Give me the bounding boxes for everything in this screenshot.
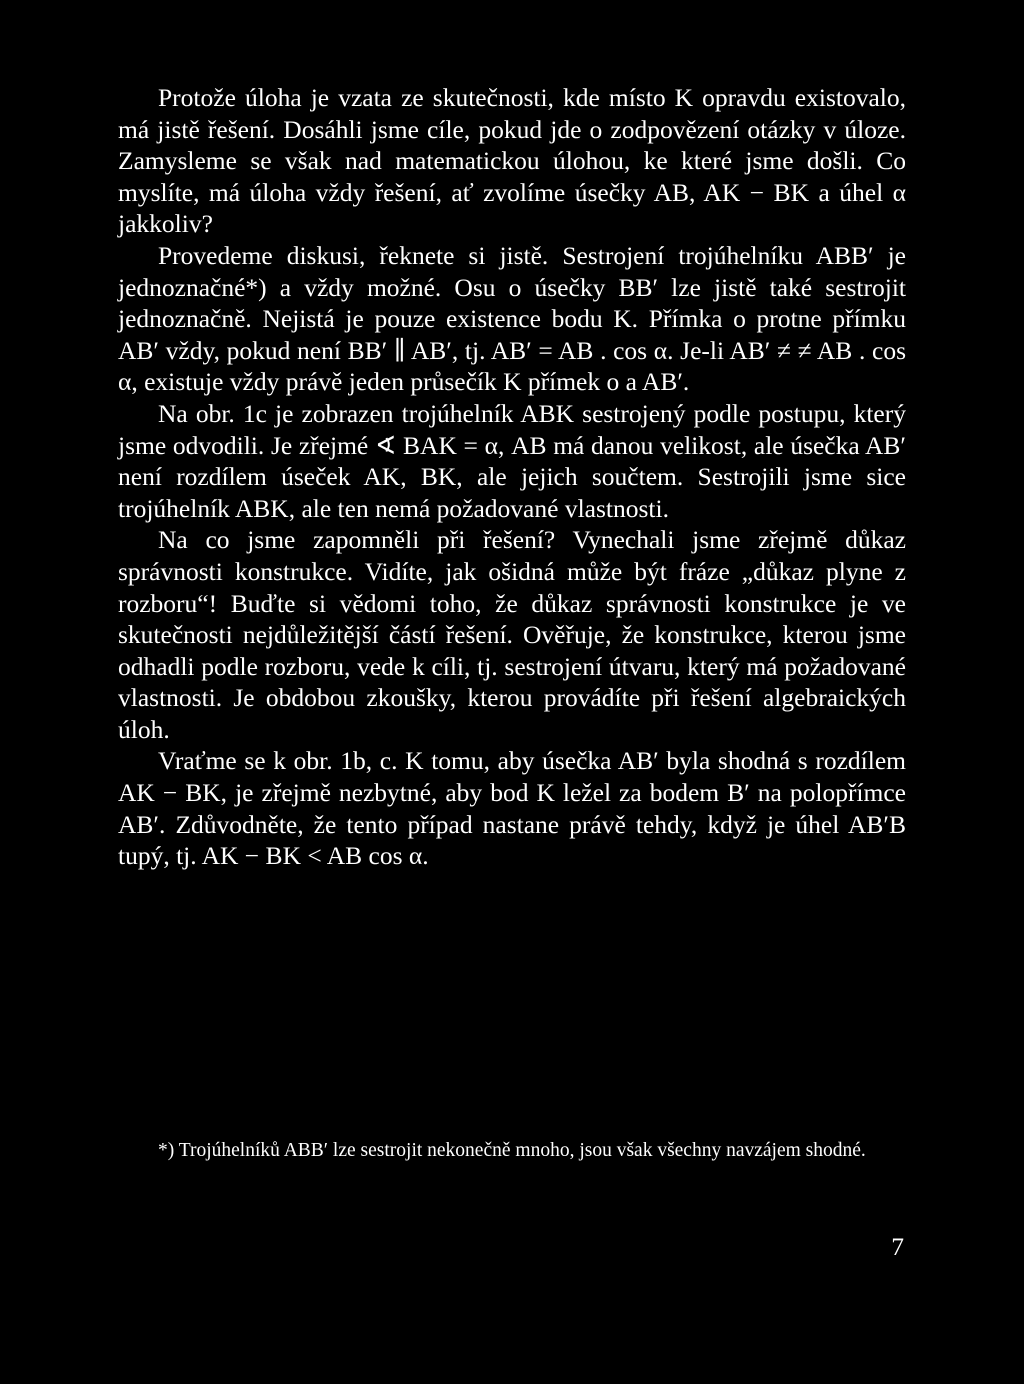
page-number: 7: [891, 1232, 904, 1261]
paragraph: Na obr. 1c je zobrazen trojúhelník ABK sestrojený podle postupu, který jsme odvodili. Je zřejmé ∢ BAK = α, AB má danou velikost, ale úsečka AB′ není rozdílem úseček AK, BK, ale jejich součtem. Sestrojili jsme sice trojúhelník ABK, ale ten nemá požadované vlastnosti.: [118, 398, 906, 523]
footnote: [118, 1138, 906, 1164]
body-text: [118, 82, 906, 872]
footnote-text: *) Trojúhelníků ABB′ lze sestrojit nekonečně mnoho, jsou však všechny navzájem shodné.: [158, 1140, 866, 1161]
paragraph: Provedeme diskusi, řeknete si jistě. Sestrojení trojúhelníku ABB′ je jednoznačné*) a vždy možné. Osu o úsečky BB′ lze jistě také sestrojit jednoznačně. Nejistá je pouze existence bodu K. Přímka o protne přímku AB′ vždy, pokud není BB′ ∥ AB′, tj. AB′ = AB . cos α. Je-li AB′ ≠ ≠ AB . cos α, existuje vždy právě jeden průsečík K přímek o a AB′.: [118, 240, 906, 397]
paragraph: Protože úloha je vzata ze skutečnosti, kde místo K opravdu existovalo, má jistě řešení. Dosáhli jsme cíle, pokud jde o zodpovězení otázky v úloze. Zamysleme se však nad matematickou úlohou, ke které jsme došli. Co myslíte, má úloha vždy řešení, ať zvolíme úsečky AB, AK − BK a úhel α jakkoliv?: [118, 83, 906, 239]
paragraph: Vraťme se k obr. 1b, c. K tomu, aby úsečka AB′ byla shodná s rozdílem AK − BK, je zřejmě nezbytné, aby bod K ležel za bodem B′ na polopřímce AB′. Zdůvodněte, že tento případ nastane právě tehdy, když je úhel AB′B tupý, tj. AK − BK < AB cos α.: [118, 746, 906, 871]
paragraph: Na co jsme zapomněli při řešení? Vynechali jsme zřejmě důkaz správnosti konstrukce. Vidíte, jak ošidná může být fráze „důkaz plyne z rozboru“! Buďte si vědomi toho, že důkaz správnosti konstrukce je ve skutečnosti nejdůležitější částí řešení. Ověřuje, že konstrukce, kterou jsme odhadli podle rozboru, vede k cíli, tj. sestrojení útvaru, který má požadované vlastnosti. Je obdobou zkoušky, kterou provádíte při řešení algebraických úloh.: [118, 525, 906, 744]
